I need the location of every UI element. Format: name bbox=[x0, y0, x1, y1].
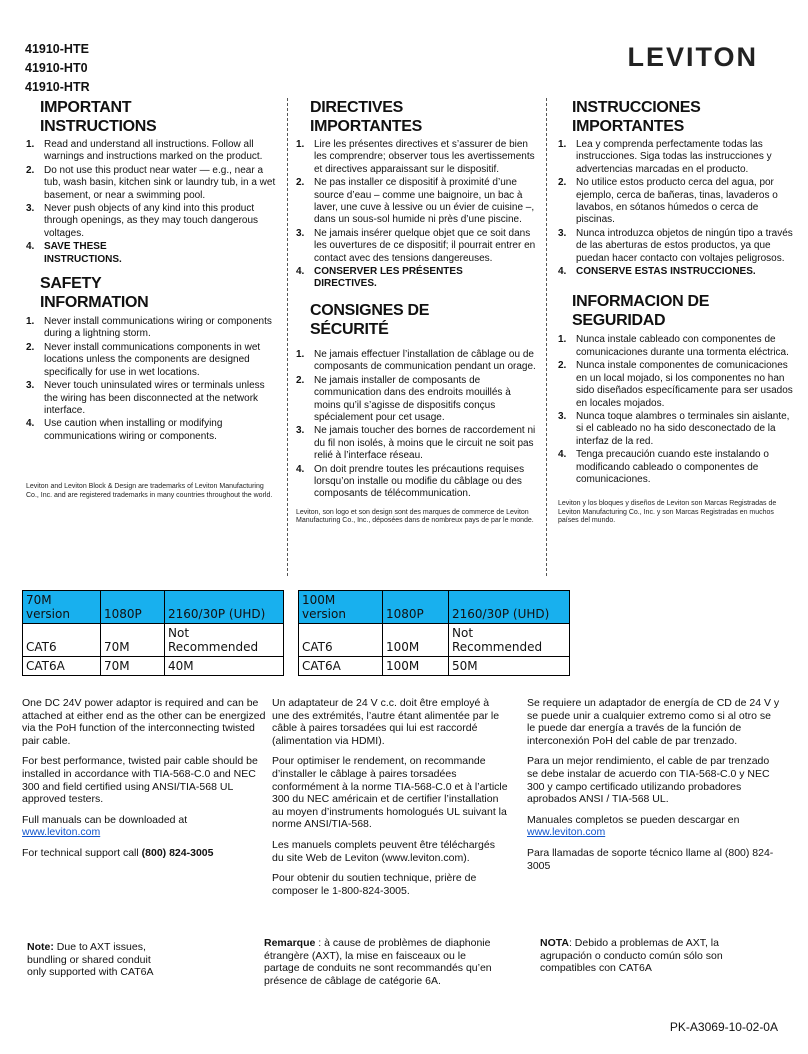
spanish-notes bbox=[527, 697, 781, 880]
list-item: 3. Ne jamais toucher des bornes de raccordement ni du fil non isolés, à moins que le circuit ne soit pas relié à l’interface réseau. bbox=[296, 425, 536, 462]
table-cell: 40M bbox=[165, 657, 284, 676]
website-link[interactable]: www.leviton.com bbox=[22, 826, 101, 839]
list-item: 4. SAVE THESE INSTRUCTIONS. bbox=[26, 241, 122, 265]
table-cell: 100M bbox=[383, 657, 449, 676]
table-cell: Not Recommended bbox=[449, 624, 570, 657]
table-header-row bbox=[23, 591, 284, 624]
table-cell: 50M bbox=[449, 657, 570, 676]
table-row bbox=[299, 624, 570, 657]
model-number: 41910-HTR bbox=[25, 80, 90, 94]
website-link[interactable]: www.leviton.com bbox=[527, 826, 606, 839]
safety-list bbox=[296, 349, 538, 501]
important-list bbox=[296, 139, 538, 291]
list-item: 4. CONSERVE ESTAS INSTRUCCIONES. bbox=[558, 266, 756, 278]
table-cell: 70M bbox=[101, 624, 165, 657]
paragraph: For technical support call (800) 824-3005 bbox=[22, 846, 214, 859]
paragraph: Full manuals can be downloaded at www.leviton.com bbox=[22, 813, 188, 839]
list-item: 3. Ne jamais insérer quelque objet que ce soit dans les ouvertures de ce dispositif; il pourrait entrer en contact avec des tensions dangereuses. bbox=[296, 227, 536, 264]
english-notes bbox=[22, 697, 266, 868]
paragraph: Para llamadas de soporte técnico llame al (800) 824-3005 bbox=[527, 846, 774, 872]
french-notes bbox=[272, 697, 508, 905]
paragraph: Manuales completos se pueden descargar en www.leviton.com bbox=[527, 813, 740, 839]
important-list bbox=[26, 139, 276, 266]
paragraph: Para un mejor rendimiento, el cable de par trenzado se debe instalar de acuerdo con TIA-568-C.0 y NEC 300 y campo certificado utilizando probadores aprobados ANSI / TIA-568 UL. bbox=[527, 755, 770, 806]
important-heading: INSTRUCCIONES IMPORTANTES bbox=[572, 99, 701, 135]
list-item: 2. Do not use this product near water — e.g., near a tub, wash basin, kitchen sink or laundry tub, in a wet basement, or near a swimming pool. bbox=[26, 164, 276, 201]
list-item: 1. Lea y comprenda perfectamente todas las instrucciones. Siga todas las instrucciones y advertencias marcadas en el producto. bbox=[558, 139, 772, 175]
list-item: 1. Lire les présentes directives et s’assurer de bien les comprendre; observer tous les avertissements et directives apparaissant sur le dispositif. bbox=[296, 139, 535, 175]
table-cell: Not Recommended bbox=[165, 624, 284, 657]
safety-heading: INFORMACION DE SEGURIDAD bbox=[572, 293, 710, 330]
paragraph: One DC 24V power adaptor is required and can be attached at either end as the other can be energized via the PoH function of the interconnecting twisted pair cable. bbox=[22, 697, 266, 747]
table-cell: CAT6 bbox=[23, 624, 101, 657]
list-item: 1. Read and understand all instructions. Follow all warnings and instructions marked on the product. bbox=[26, 139, 263, 163]
table-cell: 100M version bbox=[299, 591, 383, 624]
safety-heading: SAFETY INFORMATION bbox=[40, 275, 149, 312]
english-footnote: Note: Due to AXT issues, bundling or shared conduit only supported with CAT6A bbox=[27, 941, 154, 979]
list-item: 3. Nunca toque alambres o terminales sin aislante, si el cableado no ha sido desconectado de la interfaz de la red. bbox=[558, 410, 790, 447]
table-cell: 100M bbox=[383, 624, 449, 657]
paragraph: Les manuels complets peuvent être téléchargés du site Web de Leviton (www.leviton.com). bbox=[272, 838, 495, 864]
list-item: 4. CONSERVER LES PRÉSENTES DIRECTIVES. bbox=[296, 266, 463, 290]
important-heading: IMPORTANT INSTRUCTIONS bbox=[40, 99, 157, 135]
safety-heading: CONSIGNES DE SÉCURITÉ bbox=[310, 301, 430, 338]
list-item: 4. On doit prendre toutes les précautions requises lorsqu’on installe ou modifie du câblage ou des composants de télécommunication. bbox=[296, 463, 525, 500]
list-item: 2. Nunca instale componentes de comunicaciones en un local mojado, si los componentes no han sido diseñados específicamente para ser usados en locales mojados. bbox=[558, 360, 793, 409]
paragraph: Un adaptateur de 24 V c.c. doit être employé à une des extrémités, l’autre étant alimentée par le câble à paires torsadées qui lui est raccordé (alimentation via HDMI). bbox=[272, 697, 500, 747]
list-item: 2. No utilice estos producto cerca del agua, por ejemplo, cerca de bañeras, tinas, lavaderos o lavabos, en sótanos húmedos o cerca de piscinas. bbox=[558, 177, 778, 226]
paragraph: For best performance, twisted pair cable should be installed in accordance with TIA-568-C.0 and NEC 300 and field certified using ANSI/TIA-568 UL approved testers. bbox=[22, 755, 258, 806]
spec-table-70m bbox=[22, 590, 284, 676]
paragraph: Pour obtenir du soutien technique, prière de composer le 1-800-824-3005. bbox=[272, 872, 477, 897]
list-item: 2. Never install communications components in wet locations unless the components are designed specifically for use in wet locations. bbox=[26, 341, 261, 378]
list-item: 2. Ne jamais installer de composants de communication dans des endroits mouillés à moins qu’il s’agisse de dispositifs conçus spécialement pour cet usage. bbox=[296, 374, 511, 423]
safety-list bbox=[26, 316, 276, 443]
trademark-note: Leviton and Leviton Block & Design are trademarks of Leviton Manufacturing Co., Inc. and are registered trademarks in many countries throughout the world. bbox=[26, 483, 273, 499]
list-item: 4. Use caution when installing or modifying communications wiring or components. bbox=[26, 418, 223, 442]
trademark-note: Leviton y los bloques y diseños de Leviton son Marcas Registradas de Leviton Manufacturing Co., Inc. y son Marcas Registradas en muchos países del mundo. bbox=[558, 500, 777, 525]
table-row bbox=[23, 624, 284, 657]
column-divider bbox=[287, 98, 288, 576]
table-cell: 2160/30P (UHD) bbox=[449, 591, 570, 624]
list-item: 4. Tenga precaución cuando este instalando o modificando cableado o componentes de comunicaciones. bbox=[558, 449, 769, 485]
english-column bbox=[26, 98, 276, 500]
table-cell: CAT6A bbox=[299, 657, 383, 676]
french-footnote: Remarque : à cause de problèmes de diaphonie étrangère (AXT), la mise en faisceaux ou le partage de conduits ne sont recommandés qu’en présence de câblage de catégorie 6A. bbox=[264, 937, 492, 987]
important-heading: DIRECTIVES IMPORTANTES bbox=[310, 99, 422, 135]
list-item: 3. Never push objects of any kind into this product through openings, as they may touch dangerous voltages. bbox=[26, 203, 259, 239]
important-list bbox=[558, 139, 794, 278]
spanish-column bbox=[558, 98, 794, 526]
list-item: 2. Ne pas installer ce dispositif à proximité d’une source d’eau – comme une baignoire, un bac à laver, une cuve à lessive ou un évier de cuisine –, dans un sous-sol humide ni près d’une piscine. bbox=[296, 177, 535, 226]
french-column bbox=[296, 98, 538, 526]
table-cell: CAT6A bbox=[23, 657, 101, 676]
trademark-note: Leviton, son logo et son design sont des marques de commerce de Leviton Manufacturing Co., Inc., déposées dans de nombreux pays de par le monde. bbox=[296, 508, 534, 525]
list-item: 1. Never install communications wiring or components during a lightning storm. bbox=[26, 316, 272, 340]
table-cell: 2160/30P (UHD) bbox=[165, 591, 284, 624]
list-item: 1. Nunca instale cableado con componentes de comunicaciones durante una tormenta eléctrica. bbox=[558, 334, 789, 358]
spec-table-100m bbox=[298, 590, 570, 676]
model-numbers bbox=[25, 40, 90, 97]
table-header-row bbox=[299, 591, 570, 624]
table-cell: 70M version bbox=[23, 591, 101, 624]
phone-number: (800) 824-3005 bbox=[141, 846, 214, 859]
table-cell: 1080P bbox=[383, 591, 449, 624]
paragraph: Se requiere un adaptador de energía de CD de 24 V y se puede unir a cualquier extremo como si al otro se le puede dar energía a través de la función de interconexión PoH del cable de par trenzado. bbox=[527, 697, 780, 747]
model-number: 41910-HTE bbox=[25, 42, 89, 56]
list-item: 1. Ne jamais effectuer l’installation de câblage ou de composants de communication pendant un orage. bbox=[296, 348, 536, 373]
table-cell: 70M bbox=[101, 657, 165, 676]
list-item: 3. Never touch uninsulated wires or terminals unless the wiring has been disconnected at the network interface. bbox=[26, 380, 265, 416]
paragraph: Pour optimiser le rendement, on recommande d’installer le câblage à paires torsadées conformément à la norme TIA-568-C.0 et à l’article 300 du NEC américain et de certifier l’installation au moyen d’instruments homologués UL suivant la norme ANSI/TIA-568. bbox=[272, 755, 508, 831]
table-row bbox=[299, 657, 570, 676]
safety-list bbox=[558, 334, 794, 486]
part-code: PK-A3069-10-02-0A bbox=[669, 1020, 778, 1034]
table-cell: CAT6 bbox=[299, 624, 383, 657]
model-number: 41910-HT0 bbox=[25, 61, 88, 75]
leviton-logo: LEVITON bbox=[627, 42, 758, 72]
spanish-footnote: NOTA: Debido a problemas de AXT, la agrupación o conducto común sólo son compatibles con CAT6A bbox=[540, 937, 723, 975]
table-row bbox=[23, 657, 284, 676]
column-divider bbox=[546, 98, 547, 576]
list-item: 3. Nunca introduzca objetos de ningún tipo a través de las aberturas de estos productos, ya que puedan hacer contacto con voltajes peligrosos. bbox=[558, 227, 793, 264]
table-cell: 1080P bbox=[101, 591, 165, 624]
